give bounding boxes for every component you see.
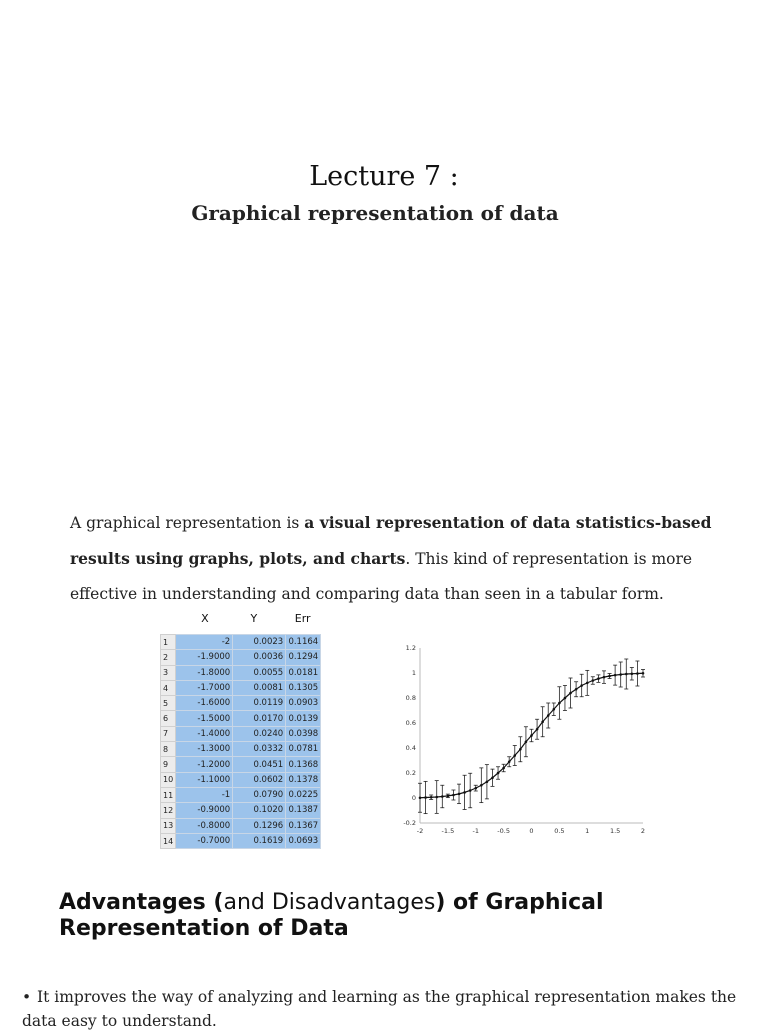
lecture-title: Lecture 7 : (309, 161, 459, 192)
data-point (564, 697, 567, 700)
row-index: 13 (161, 818, 176, 833)
table-row (161, 650, 321, 665)
data-point (625, 673, 628, 676)
section-heading-bold-end: ) of Graphical Representation of Data (59, 890, 604, 941)
data-point (419, 796, 422, 799)
table-cell: 0.0181 (286, 665, 321, 680)
table-row (161, 711, 321, 726)
table-cell: 0.1619 (233, 833, 286, 848)
data-point (541, 720, 544, 723)
data-point (575, 688, 578, 691)
row-index: 1 (161, 635, 176, 650)
data-point (547, 714, 550, 717)
row-index: 10 (161, 772, 176, 787)
x-tick-label: 1 (585, 827, 590, 835)
data-point (619, 673, 622, 676)
section-heading-normal: and Disadvantages (223, 890, 436, 915)
data-point (463, 791, 466, 794)
row-index: 3 (161, 665, 176, 680)
bullet-text: It improves the way of analyzing and learning as the graphical representation makes the data easy to understand. (22, 988, 737, 1030)
table-cell: 0.0240 (233, 726, 286, 741)
table-cell: 0.0119 (233, 696, 286, 711)
table-cell: 0.0170 (233, 711, 286, 726)
table-cell: 0.0139 (286, 711, 321, 726)
table-cell: 0.0055 (233, 665, 286, 680)
table-row (161, 635, 321, 650)
table-cell: -1.4000 (176, 726, 233, 741)
table-cell: -1.8000 (176, 665, 233, 680)
table-cell: 0.1368 (286, 757, 321, 772)
sigmoid-errorbar-chart (398, 638, 658, 838)
data-point (608, 675, 611, 678)
table-cell: -1.3000 (176, 742, 233, 757)
row-index: 6 (161, 711, 176, 726)
table-row (161, 803, 321, 818)
y-tick-label: 1 (411, 669, 416, 677)
data-point (452, 794, 455, 797)
data-point (513, 754, 516, 757)
y-tick-label: -0.2 (403, 819, 416, 827)
table-cell: 0.1294 (286, 650, 321, 665)
row-index: 8 (161, 742, 176, 757)
table-cell: 0.1164 (286, 635, 321, 650)
table-row (161, 696, 321, 711)
data-point (597, 677, 600, 680)
table-cell: 0.1367 (286, 818, 321, 833)
data-point (430, 796, 433, 799)
data-table (160, 634, 321, 849)
x-tick-label: -0.5 (497, 827, 510, 835)
table-cell: 0.0081 (233, 680, 286, 695)
table-row (161, 772, 321, 787)
table-cell: 0.1020 (233, 803, 286, 818)
data-point (424, 796, 427, 799)
y-tick-label: 0.6 (405, 719, 416, 727)
row-index: 5 (161, 696, 176, 711)
y-tick-label: 0 (411, 794, 416, 802)
table-cell: -1.1000 (176, 772, 233, 787)
data-point (586, 682, 589, 685)
data-point (491, 776, 494, 779)
table-cell: 0.1296 (233, 818, 286, 833)
table-cell: 0.0781 (286, 742, 321, 757)
table-cell: 0.0790 (233, 787, 286, 802)
row-index: 9 (161, 757, 176, 772)
table-cell: 0.0693 (286, 833, 321, 848)
column-header-x: X (201, 612, 209, 625)
data-table-image (160, 612, 330, 849)
x-tick-label: -2 (416, 827, 424, 835)
table-cell: 0.0602 (233, 772, 286, 787)
table-row (161, 726, 321, 741)
section-heading (59, 890, 739, 942)
x-tick-label: 0.5 (554, 827, 565, 835)
data-point (569, 692, 572, 695)
data-point (580, 684, 583, 687)
data-point (435, 796, 438, 799)
data-point (497, 772, 500, 775)
table-cell: -1.7000 (176, 680, 233, 695)
row-index: 14 (161, 833, 176, 848)
table-cell: 0.0023 (233, 635, 286, 650)
data-point (525, 740, 528, 743)
section-heading-bold-start: Advantages ( (59, 890, 224, 915)
data-point (519, 748, 522, 751)
lecture-subtitle: Graphical representation of data (191, 201, 559, 225)
table-cell: 0.0398 (286, 726, 321, 741)
data-point (642, 672, 645, 675)
data-point (508, 760, 511, 763)
table-row (161, 818, 321, 833)
table-cell: -2 (176, 635, 233, 650)
y-tick-label: 0.4 (405, 744, 416, 752)
table-cell: -1 (176, 787, 233, 802)
x-tick-label: 2 (640, 827, 646, 835)
intro-text-end: . This kind of representation is more effective in understanding and comparing data than seen in a tabular form. (70, 550, 693, 603)
table-cell: -1.9000 (176, 650, 233, 665)
table-cell: -0.7000 (176, 833, 233, 848)
row-index: 2 (161, 650, 176, 665)
row-index: 11 (161, 787, 176, 802)
data-point (447, 795, 450, 798)
table-cell: 0.1378 (286, 772, 321, 787)
table-cell: -1.5000 (176, 711, 233, 726)
data-point (474, 787, 477, 790)
table-cell: 0.0903 (286, 696, 321, 711)
data-point (603, 676, 606, 679)
table-cell: 0.0332 (233, 742, 286, 757)
table-cell: 0.1387 (286, 803, 321, 818)
table-row (161, 665, 321, 680)
data-point (486, 780, 489, 783)
y-tick-label: 1.2 (405, 644, 416, 652)
data-point (441, 795, 444, 798)
row-index: 7 (161, 726, 176, 741)
data-point (458, 793, 461, 796)
data-point (558, 702, 561, 705)
row-index: 12 (161, 803, 176, 818)
x-tick-label: -1.5 (441, 827, 455, 835)
data-point (502, 767, 505, 770)
data-point (469, 789, 472, 792)
data-point (592, 679, 595, 682)
table-cell: -0.9000 (176, 803, 233, 818)
table-cell: 0.0451 (233, 757, 286, 772)
column-header-y: Y (250, 612, 258, 625)
data-point (636, 672, 639, 675)
table-cell: -0.8000 (176, 818, 233, 833)
table-cell: 0.0225 (286, 787, 321, 802)
bullet-item (22, 985, 768, 1033)
x-tick-label: 1.5 (609, 827, 621, 835)
data-point (536, 728, 539, 731)
table-cell: -1.6000 (176, 696, 233, 711)
intro-text-bold: a visual representation of data statistics-based results using graphs, plots, and charts (70, 513, 712, 568)
table-cell: 0.0036 (233, 650, 286, 665)
table-row (161, 742, 321, 757)
data-point (530, 734, 533, 737)
table-cell: -1.2000 (176, 757, 233, 772)
row-index: 4 (161, 680, 176, 695)
table-row (161, 787, 321, 802)
column-header-err: Err (294, 612, 311, 625)
intro-paragraph (70, 505, 730, 612)
table-cell: 0.1305 (286, 680, 321, 695)
data-point (614, 674, 617, 677)
intro-text-start: A graphical representation is (70, 514, 305, 532)
data-point (631, 672, 634, 675)
y-tick-label: 0.8 (405, 694, 416, 702)
bullet-symbol: • (22, 988, 32, 1006)
data-point (480, 784, 483, 787)
data-point (553, 708, 556, 711)
x-tick-label: 0 (529, 827, 534, 835)
y-tick-label: 0.2 (405, 769, 416, 777)
x-tick-label: -1 (472, 827, 479, 835)
data-table-header (160, 612, 330, 634)
table-row (161, 757, 321, 772)
table-row (161, 833, 321, 848)
table-row (161, 680, 321, 695)
